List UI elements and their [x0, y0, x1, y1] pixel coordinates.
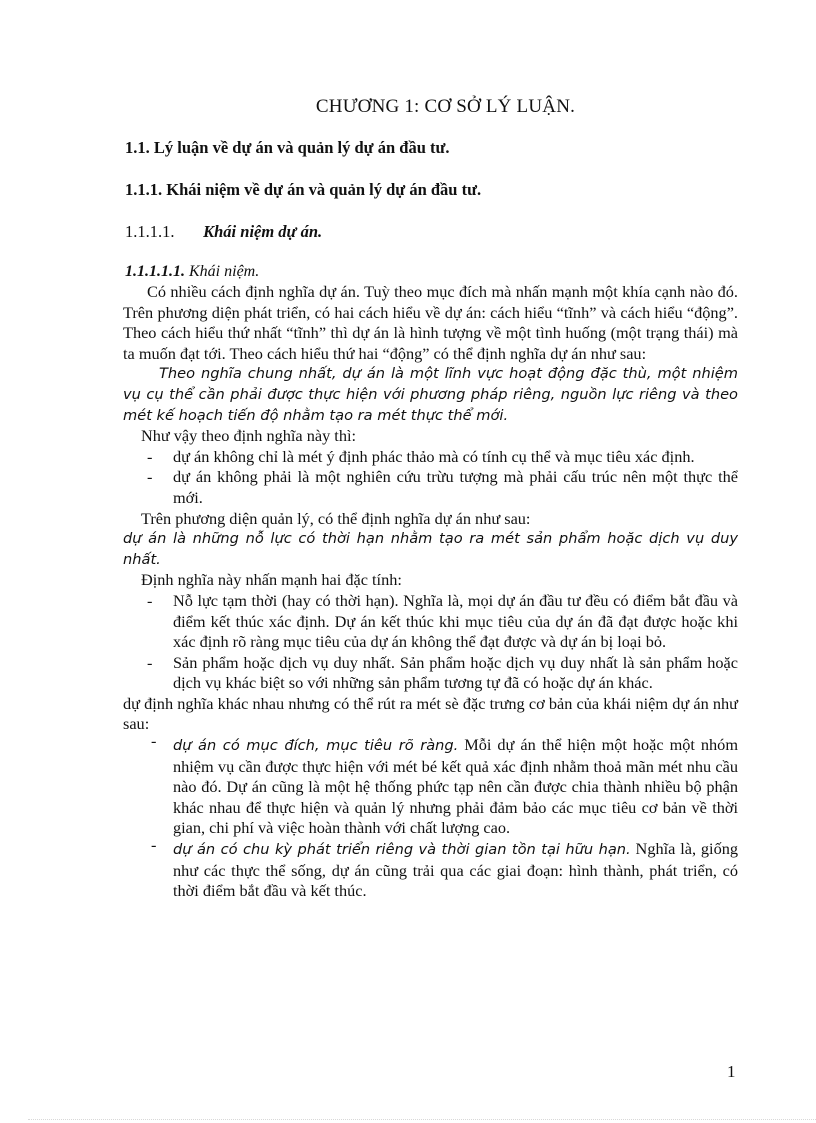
page-number: 1	[727, 1062, 736, 1081]
section-heading-1-1-1: 1.1.1. Khái niệm về dự án và quản lý dự án đầu tư.	[125, 180, 482, 199]
list-item-text: Mỗi dự án thể hiện một hoặc một nhóm nhiệm vụ cần được thực hiện với mét bé kết quả xác định nhằm thoả mãn mét nhu cầu nào đó. Dự án cũng là một hệ thống phức tạp nên cần được chia thành nhiều bộ phận khác nhau để thực hiện và quản lý nhưng phải đảm bảo các mục tiêu cơ bản về thời gian, chi phí và việc hoàn thành với chất lượng cao.	[173, 735, 738, 838]
list-item-text: dự án không phải là một nghiên cứu trừu tượng mà phải cấu trúc nên một thực thể mới.	[173, 467, 738, 507]
dash-marker: -	[147, 590, 153, 610]
dash-marker: -	[147, 467, 153, 487]
section-title: Khái niệm dự án.	[203, 222, 323, 241]
list-item-text: dự án không chỉ là mét ý định phác thảo mà có tính cụ thể và mục tiêu xác định.	[173, 446, 695, 466]
management-definition-quote: dự án là những nỗ lực có thời hạn nhằm tạo ra mét sản phẩm hoặc dịch vụ duy nhất.	[123, 530, 738, 568]
characteristics-list	[123, 591, 738, 694]
page-content	[123, 96, 738, 902]
management-paragraph: Trên phương diện quản lý, có thể định nghĩa dự án như sau:	[141, 508, 531, 528]
list-item	[123, 467, 738, 508]
list-item	[123, 591, 738, 653]
section-heading-1-1-1-1-1	[125, 262, 738, 282]
list-item	[123, 653, 738, 694]
thus-paragraph: Như vậy theo định nghĩa này thì:	[141, 426, 357, 446]
dash-marker: -	[147, 652, 153, 672]
list-item-text: Sản phẩm hoặc dịch vụ duy nhất. Sản phẩm hoặc dịch vụ duy nhất là sản phẩm hoặc dịch vụ khác biệt so với những sản phẩm tương tự đã có hoặc dự án khác.	[173, 652, 738, 693]
features-paragraph: dự định nghĩa khác nhau nhưng có thể rút ra mét sè đặc trưng cơ bản của khái niệm dự án như sau:	[123, 693, 738, 734]
intro-paragraph: Có nhiều cách định nghĩa dự án. Tuỳ theo mục đích mà nhấn mạnh một khía cạnh nào đó. Trên phương diện phát triển, có hai cách hiểu về dự án: cách hiểu “tĩnh” và cách hiểu “động”. Theo cách hiểu thứ nhất “tĩnh” thì dự án là hình tượng về một tình huống (một trạng thái) mà ta muốn đạt tới. Theo cách hiểu thứ hai “động” có thể định nghĩa dự án như sau:	[123, 282, 738, 363]
list-item	[123, 731, 738, 839]
list-item-text: Nghĩa là, giống như các thực thể sống, dự án cũng trải qua các giai đoạn: hình thành, phát triển, có thời điểm bắt đầu và kết thúc.	[173, 839, 739, 901]
section-heading-1-1: 1.1. Lý luận về dự án và quản lý dự án đầu tư.	[125, 138, 450, 157]
list-item-lead: dự án có chu kỳ phát triển riêng và thời gian tồn tại hữu hạn.	[173, 841, 631, 859]
list-item-lead: dự án có mục đích, mục tiêu rõ ràng.	[173, 737, 459, 755]
list-item	[123, 447, 738, 468]
dash-marker: -	[151, 835, 157, 855]
chapter-title: CHƯƠNG 1: CƠ SỞ LÝ LUẬN.	[315, 96, 576, 117]
section-number: 1.1.1.1.	[125, 222, 175, 241]
features-list	[123, 731, 739, 902]
dash-marker: -	[151, 731, 157, 751]
page-bottom-rule	[28, 1119, 816, 1120]
list-item	[123, 835, 739, 902]
section-number: 1.1.1.1.1.	[125, 263, 185, 280]
section-title: Khái niệm.	[189, 263, 260, 280]
general-definition-quote: Theo nghĩa chung nhất, dự án là một lĩnh vực hoạt động đặc thù, một nhiệm vụ cụ thể cần phải được thực hiện với phương pháp riêng, nguồn lực riêng và theo mét kế hoạch tiến độ nhằm tạo ra mét thực thể mới.	[123, 365, 738, 424]
emphasis-paragraph: Định nghĩa này nhấn mạnh hai đặc tính:	[141, 570, 402, 590]
list-item-text: Nỗ lực tạm thời (hay có thời hạn). Nghĩa là, mọi dự án đầu tư đều có điểm bắt đầu và điểm kết thúc xác định. Dự án kết thúc khi mục tiêu của dự án đã đạt được hoặc khi xác định rõ ràng mục tiêu của dự án không thể đạt được và dự án bị loại bỏ.	[173, 590, 738, 652]
dash-marker: -	[147, 446, 153, 466]
section-heading-1-1-1-1	[125, 222, 738, 242]
definition-list	[123, 447, 738, 509]
